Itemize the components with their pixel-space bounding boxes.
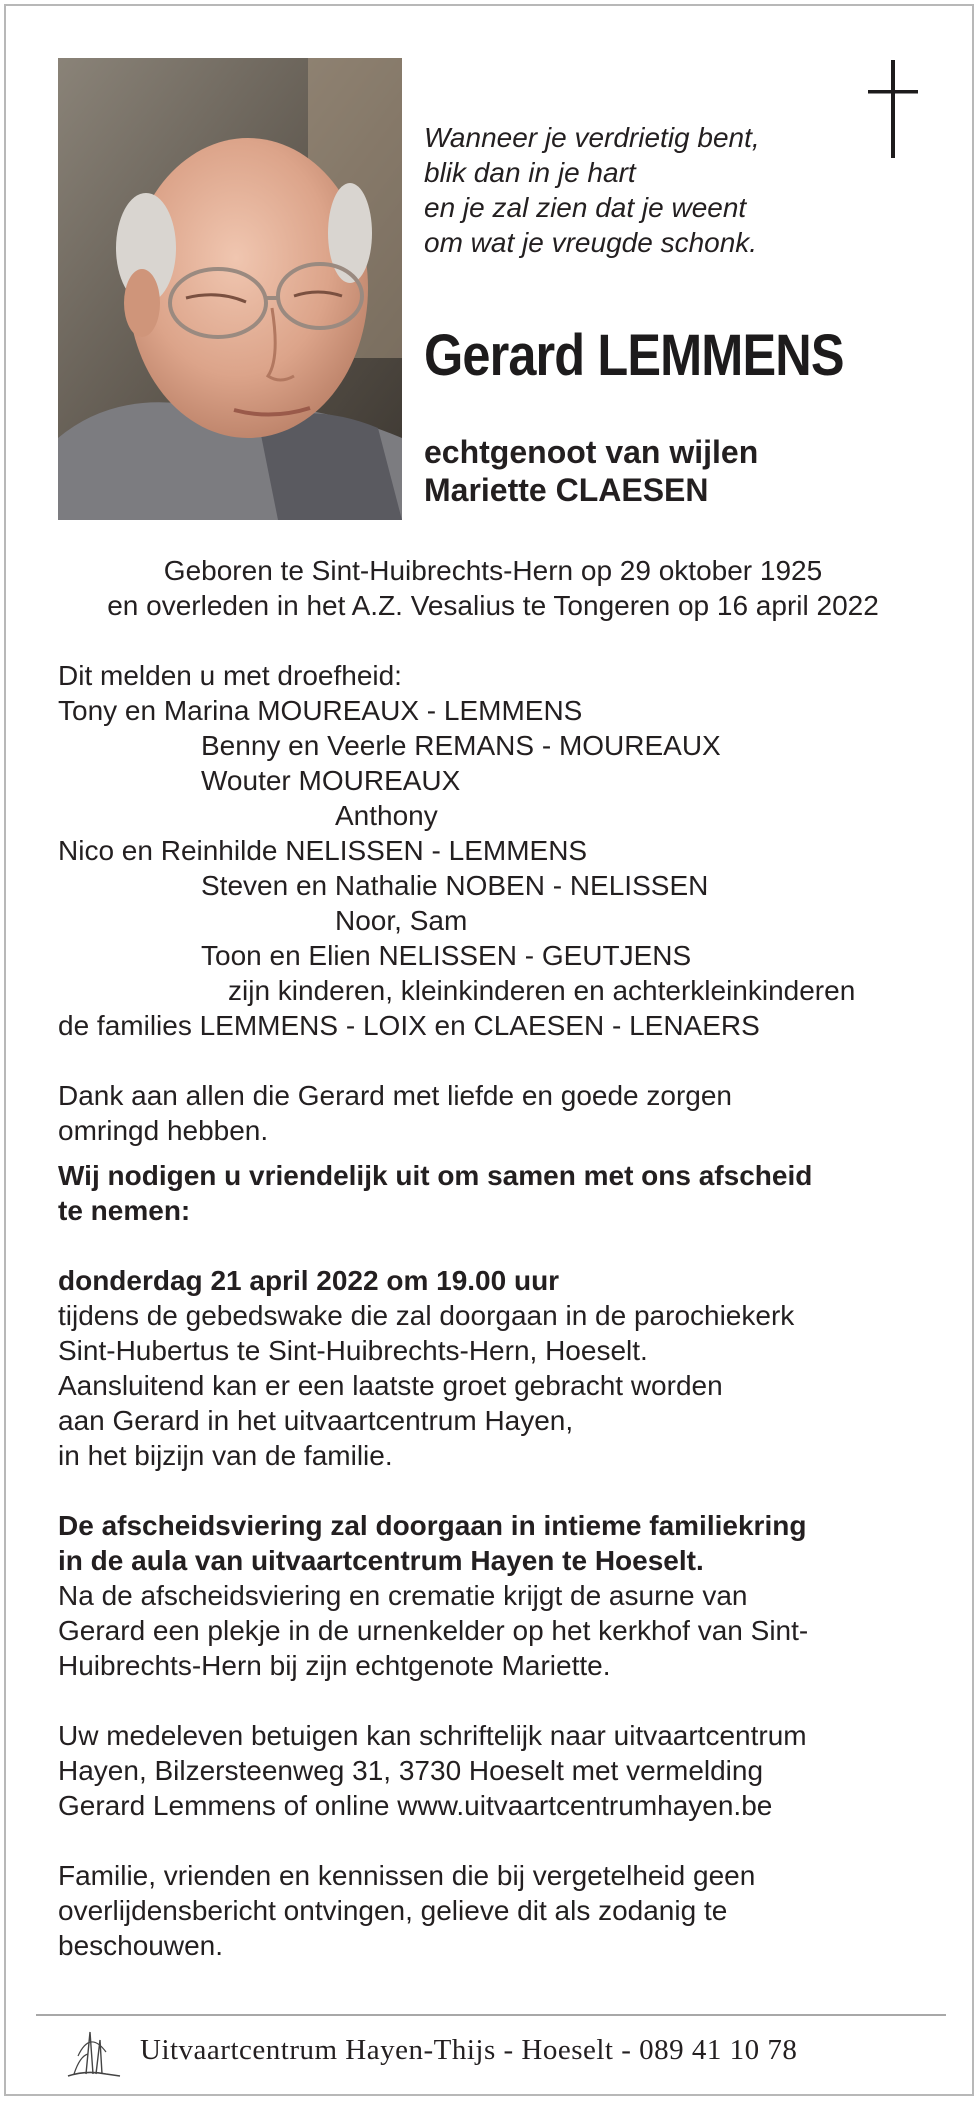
notice-info — [58, 1858, 938, 1963]
funeral-home-logo-icon — [66, 2026, 122, 2080]
condolences-line: Uw medeleven betuigen kan schriftelijk naar uitvaartcentrum — [58, 1720, 807, 1751]
ceremony-line: Na de afscheidsviering en crematie krijgt de asurne van — [58, 1580, 748, 1611]
family-line: Anthony — [335, 800, 438, 831]
poem — [424, 120, 844, 260]
portrait-photo — [58, 58, 402, 520]
family-line: de families LEMMENS - LOIX en CLAESEN - LENAERS — [58, 1010, 760, 1041]
invitation-line: Wij nodigen u vriendelijk uit om samen met ons afscheid — [58, 1160, 813, 1191]
family-line: Noor, Sam — [335, 905, 468, 936]
family-list — [58, 658, 938, 1043]
wake-line: Sint-Hubertus te Sint-Huibrechts-Hern, Hoeselt. — [58, 1335, 648, 1366]
family-intro: Dit melden u met droefheid: — [58, 660, 402, 691]
portrait-illustration — [58, 58, 402, 520]
deceased-name: Gerard LEMMENS — [424, 323, 844, 388]
birth-line: Geboren te Sint-Huibrechts-Hern op 29 oktober 1925 — [163, 555, 823, 586]
family-line: Steven en Nathalie NOBEN - NELISSEN — [201, 870, 709, 901]
poem-line: en je zal zien dat je weent — [424, 192, 747, 223]
family-line: Wouter MOUREAUX — [201, 765, 461, 796]
condolences-line: Hayen, Bilzersteenweg 31, 3730 Hoeselt met vermelding — [58, 1755, 764, 1786]
ceremony-heading-line: De afscheidsviering zal doorgaan in intieme familiekring — [58, 1510, 807, 1541]
spouse-info — [424, 433, 758, 509]
ceremony-line: Gerard een plekje in de urnenkelder op het kerkhof van Sint- — [58, 1615, 809, 1646]
invitation-line: te nemen: — [58, 1195, 191, 1226]
thanks-line: omringd hebben. — [58, 1115, 269, 1146]
obituary-body — [58, 553, 938, 1963]
wake-line: Aansluitend kan er een laatste groet gebracht worden — [58, 1370, 723, 1401]
wake-date: donderdag 21 april 2022 om 19.00 uur — [58, 1265, 560, 1296]
ceremony-line: Huibrechts-Hern bij zijn echtgenote Mariette. — [58, 1650, 611, 1681]
wake-line: in het bijzijn van de familie. — [58, 1440, 393, 1471]
wake-line: tijdens de gebedswake die zal doorgaan in de parochiekerk — [58, 1300, 795, 1331]
funeral-home-info: Uitvaartcentrum Hayen-Thijs - Hoeselt - 089 41 10 78 — [140, 2034, 798, 2066]
family-line: Toon en Elien NELISSEN - GEUTJENS — [201, 940, 692, 971]
cross-icon — [864, 60, 924, 160]
notice-line: Familie, vrienden en kennissen die bij vergetelheid geen — [58, 1860, 756, 1891]
family-line: Benny en Veerle REMANS - MOUREAUX — [201, 730, 721, 761]
poem-line: Wanneer je verdrietig bent, — [424, 122, 760, 153]
wake-info — [58, 1263, 938, 1473]
family-line: Nico en Reinhilde NELISSEN - LEMMENS — [58, 835, 588, 866]
thanks-paragraph — [58, 1078, 938, 1148]
spouse-line: echtgenoot van wijlen — [424, 434, 759, 470]
family-line: zijn kinderen, kleinkinderen en achterkleinkinderen — [228, 975, 856, 1006]
poem-line: blik dan in je hart — [424, 157, 636, 188]
thanks-line: Dank aan allen die Gerard met liefde en goede zorgen — [58, 1080, 732, 1111]
condolences-info — [58, 1718, 938, 1823]
birth-death-info — [58, 553, 938, 623]
notice-line: overlijdensbericht ontvingen, gelieve dit als zodanig te — [58, 1895, 728, 1926]
death-line: en overleden in het A.Z. Vesalius te Tongeren op 16 april 2022 — [107, 590, 879, 621]
wake-line: aan Gerard in het uitvaartcentrum Hayen, — [58, 1405, 574, 1436]
family-line: Tony en Marina MOUREAUX - LEMMENS — [58, 695, 583, 726]
invitation — [58, 1158, 938, 1228]
notice-line: beschouwen. — [58, 1930, 224, 1961]
condolences-line: Gerard Lemmens of online www.uitvaartcentrumhayen.be — [58, 1790, 773, 1821]
ceremony-heading-line: in de aula van uitvaartcentrum Hayen te Hoeselt. — [58, 1545, 704, 1576]
poem-line: om wat je vreugde schonk. — [424, 227, 758, 258]
spouse-line: Mariette CLAESEN — [424, 472, 709, 508]
footer-divider — [36, 2014, 946, 2016]
ceremony-info — [58, 1508, 938, 1683]
